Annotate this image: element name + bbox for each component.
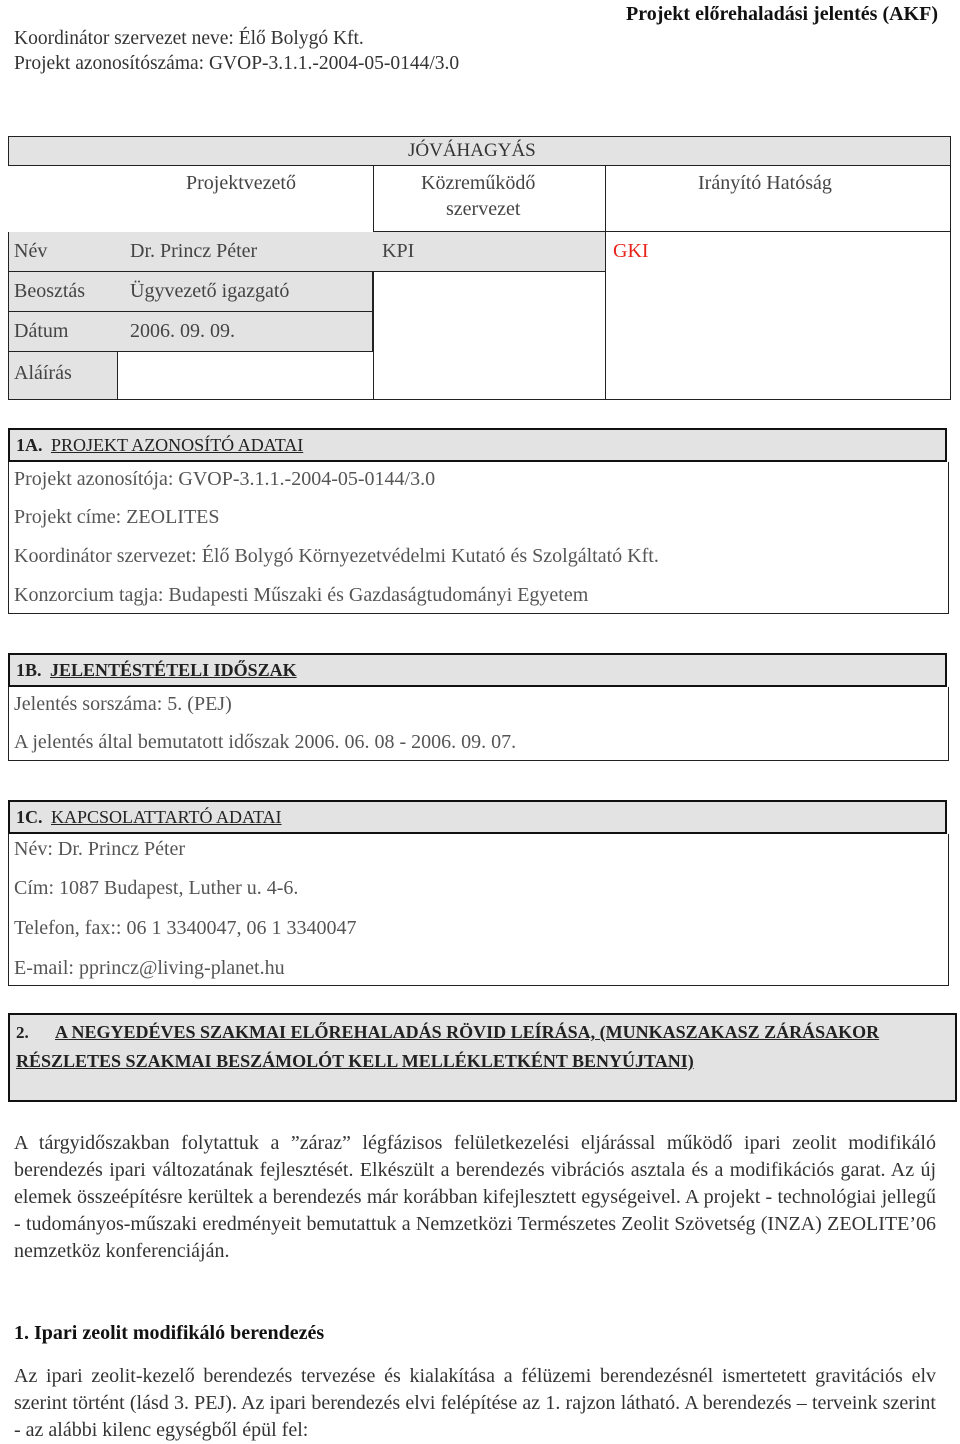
section-2-title-line1: A NEGYEDÉVES SZAKMAI ELŐREHALADÁS RÖVID LEÍRÁSA, (MUNKASZAKASZ ZÁRÁSAKOR [55,1022,880,1042]
col-kozremukodo-2: szervezet [446,198,521,220]
label-beosztas: Beosztás [14,280,86,302]
kozremukodo-body-cell [373,272,606,400]
alairas-projektvezeto-cell [117,352,374,400]
approval-title: JÓVÁHAGYÁS [408,140,536,161]
project-identifier: Projekt azonosítója: GVOP-3.1.1.-2004-05-0144/3.0 [14,468,436,490]
section-1b-num: 1B. [16,660,42,680]
section-1a-bar [8,428,947,462]
label-nev: Név [14,240,48,262]
section-2-title-line2: RÉSZLETES SZAKMAI BESZÁMOLÓT KELL MELLÉKLETKÉNT BENYÚJTANI) [16,1051,694,1071]
report-number: Jelentés sorszáma: 5. (PEJ) [14,693,232,715]
project-title: Projekt címe: ZEOLITES [14,506,220,528]
col-iranyito: Irányító Hatóság [698,172,832,194]
report-period: A jelentés által bemutatott időszak 2006. 06. 08 - 2006. 09. 07. [14,731,517,753]
project-id: Projekt azonosítószáma: GVOP-3.1.1.-2004-05-0144/3.0 [14,53,460,74]
coordinator-org: Koordinátor szervezet: Élő Bolygó Környezetvédelmi Kutató és Szolgáltató Kft. [14,545,659,567]
kpi-label: KPI [382,240,415,262]
section-1a-title: PROJEKT AZONOSÍTÓ ADATAI [51,435,304,455]
beosztas-value: Ügyvezető igazgató [130,280,290,302]
approval-table [8,136,951,401]
nev-value: Dr. Princz Péter [130,240,258,262]
contact-phone: Telefon, fax:: 06 1 3340047, 06 1 3340047 [14,917,357,939]
contact-email: E-mail: pprincz@living-planet.hu [14,957,285,979]
progress-paragraph: A tárgyidőszakban folytattuk a ”záraz” légfázisos felületkezelési eljárással működő ipari zeolit modifikáló berendezés ipari változatának fejlesztését. Elkészült a berendezés vibrációs asztala és a modifikációs garat. Az új elemek összeépítésre kerültek a berendezés már korábban kifejlesztett egységeivel. A projekt - technológiai jellegű - tudományos-műszaki eredményeit bemutattuk a Nemzetközi Természetes Zeolit Szövetség (INZA) ZEOLITE’06 nemzetköz konferenciáján. [14,1132,936,1262]
section-1c-title: KAPCSOLATTARTÓ ADATAI [51,807,282,827]
heading-ipari-zeolit: 1. Ipari zeolit modifikáló berendezés [14,1322,325,1344]
report-title: Projekt előrehaladási jelentés (AKF) [626,3,938,25]
section-1b-title: JELENTÉSTÉTELI IDŐSZAK [50,660,297,680]
section-1b-bar [8,653,947,687]
section-1a-num: 1A. [16,435,43,455]
section-1c-bar [8,800,947,834]
header-left [14,26,459,76]
contact-name: Név: Dr. Princz Péter [14,838,186,860]
iranyito-body-cell [605,232,951,400]
row-nev [8,232,606,272]
datum-value: 2006. 09. 09. [130,320,235,342]
section-1c-num: 1C. [16,807,43,827]
gki-label: GKI [613,240,649,262]
col-kozremukodo: Közreműködő [421,172,536,194]
label-alairas: Aláírás [14,362,72,384]
consortium-member: Konzorcium tagja: Budapesti Műszaki és Gazdaságtudományi Egyetem [14,584,589,606]
section-2-bar [8,1013,957,1102]
label-datum: Dátum [14,320,69,342]
coordinator-name: Koordinátor szervezet neve: Élő Bolygó Kft. [14,28,364,49]
section-2-num: 2. [16,1023,29,1042]
equipment-paragraph: Az ipari zeolit-kezelő berendezés tervezése és kialakítása a félüzemi berendezésnél ismertetett gravitációs elv szerint történt (lásd 3. PEJ). Az ipari berendezés elvi felépítése az 1. rajzon látható. A berendezés – terveink szerint - az alábbi kilenc egységből épül fel: [14,1365,936,1441]
col-projektvezeto: Projektvezető [186,172,296,194]
contact-address: Cím: 1087 Budapest, Luther u. 4-6. [14,877,299,899]
